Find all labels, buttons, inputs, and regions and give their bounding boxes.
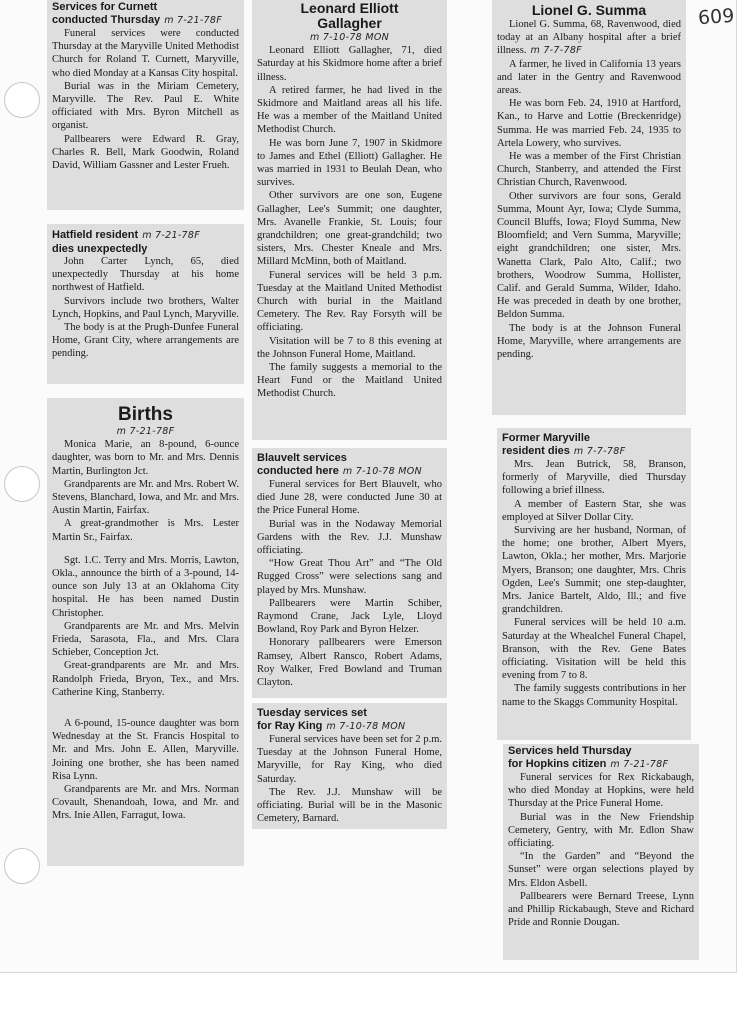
- paragraph: Honorary pallbearers were Emerson Ramsey, Albert Ransco, Robert Adams, Roy Walker, Fred Bowland and Truman Clayton.: [257, 637, 442, 689]
- headline: Leonard Elliott: [300, 0, 399, 16]
- paragraph: Funeral services for Bert Blauvelt, who died June 28, were conducted June 30 at the Price Funeral Home.: [257, 479, 442, 517]
- paragraph: Leonard Elliott Gallagher, 71, died Saturday at his Skidmore home after a brief illness.: [257, 45, 442, 83]
- clipping-curnett: [47, 0, 244, 210]
- clipping-blauvelt: [252, 448, 447, 698]
- paragraph: Lionel G. Summa, 68, Ravenwood, died today at an Albany hospital after a brief illness. m 7-7-78F: [497, 19, 681, 57]
- headline: Services for Curnett: [52, 1, 158, 13]
- headline: Former Maryville: [502, 432, 591, 444]
- binder-hole: [4, 82, 40, 118]
- paragraph: John Carter Lynch, 65, died unexpectedly Thursday at his home northwest of Hatfield.: [52, 256, 239, 294]
- paragraph: Burial was in the Miriam Cemetery, Maryville. The Rev. Paul E. White officiated with Mrs. Byron Mitchell as organist.: [52, 80, 239, 132]
- handwritten-note: m 7-10-78 MON: [342, 465, 422, 477]
- paragraph: The family suggests contributions in her name to the Skaggs Community Hospital.: [502, 683, 686, 708]
- paragraph: Burial was in the Nodaway Memorial Gardens with the Rev. J.J. Munshaw officiating.: [257, 518, 442, 557]
- paragraph: Funeral services for Rex Rickabaugh, who died Monday at Hopkins, were held Thursday at the Price Funeral Home.: [508, 772, 694, 810]
- paragraph: Mrs. Jean Butrick, 58, Branson, formerly of Maryville, died Thursday following a brief illness.: [502, 459, 686, 497]
- paragraph: The family suggests a memorial to the Heart Fund or the Maitland United Methodist Church.: [257, 362, 442, 400]
- handwritten-note: m 7-21-78F: [116, 426, 175, 437]
- paragraph: Monica Marie, an 8-pound, 6-ounce daughter, was born to Mr. and Mrs. Dennis Martin, Burlington Jct.: [52, 439, 239, 477]
- paragraph: Funeral services have been set for 2 p.m. Tuesday at the Johnson Funeral Home, Maryville, for Ray King, who died Saturday.: [257, 734, 442, 785]
- paragraph: Great-grandparents are Mr. and Mrs. Randolph Frieda, Bryon, Tex., and Mrs. Catherine King, Stanberry.: [52, 660, 239, 698]
- paragraph: Sgt. 1.C. Terry and Mrs. Morris, Lawton, Okla., announce the birth of a 3-pound, 14-ounce son July 13 at an Oklahoma City hospital. He has been named Dustin Christopher.: [52, 554, 239, 619]
- paragraph: Funeral services will be held 3 p.m. Tuesday at the Maitland United Methodist Church with burial in the Maitland Cemetery. The Rev. Ray Forsyth will be officiating.: [257, 269, 442, 334]
- handwritten-note: m 7-21-78F: [164, 14, 223, 26]
- paragraph: A 6-pound, 15-ounce daughter was born Wednesday at the St. Francis Hospital to Mr. and Mrs. John E. Allen, Maryville. Joining one brother, she has been named Risa Lynn.: [52, 718, 239, 782]
- births-title: Births: [118, 404, 173, 425]
- handwritten-note: m 7-7-78F: [530, 45, 582, 57]
- handwritten-note: m 7-10-78 MON: [309, 32, 390, 43]
- page-number: 609: [697, 4, 735, 30]
- headline: conducted Thursday m 7-21-78F: [52, 13, 223, 26]
- headline: dies unexpectedly: [52, 242, 148, 255]
- clipping-gallagher: [252, 0, 447, 440]
- headline: resident dies m 7-7-78F: [502, 444, 626, 457]
- handwritten-note: m 7-10-78 MON: [326, 720, 406, 732]
- headline: Lionel G. Summa: [531, 2, 647, 18]
- headline: Tuesday services set: [257, 707, 367, 719]
- paragraph: Pallbearers were Bernard Treese, Lynn and Phillip Rickabaugh, Steve and Richard Pride and Ronnie Dougan.: [508, 890, 694, 929]
- headline: for Hopkins citizen m 7-21-78F: [508, 757, 669, 770]
- paragraph: Pallbearers were Edward R. Gray, Charles R. Bell, Mark Goodwin, Roland David, William Gassner and Lester Frueh.: [52, 133, 239, 172]
- headline: for Ray King m 7-10-78 MON: [257, 719, 406, 732]
- paragraph: Survivors include two brothers, Walter Lynch, Hopkins, and Paul Lynch, Maryville.: [52, 295, 239, 320]
- headline: Hatfield resident m 7-21-78F: [52, 229, 201, 241]
- paragraph: Pallbearers were Martin Schiber, Raymond Crane, Jack Lyle, Lloyd Bowland, Roy Park and Byron Helzer.: [257, 597, 442, 636]
- binder-hole: [4, 848, 40, 884]
- headline: conducted here m 7-10-78 MON: [257, 464, 422, 477]
- paragraph: Burial was in the New Friendship Cemetery, Gentry, with Mr. Edlon Shaw officiating.: [508, 811, 694, 850]
- paragraph: He was a member of the First Christian Church, Stanberry, and attended the First Christian Church, Ravenwood.: [497, 151, 681, 189]
- clipping-lynch: [47, 224, 244, 384]
- handwritten-note: m 7-7-78F: [573, 445, 626, 457]
- paragraph: Grandparents are Mr. and Mrs. Robert W. Stevens, Blanchard, Iowa, and Mr. and Mrs. Austin Martin, Fairfax.: [52, 478, 239, 517]
- paragraph: “How Great Thou Art” and “The Old Rugged Cross” were selections sang and played by Mrs. Munshaw.: [257, 558, 442, 596]
- clipping-butrick: [497, 428, 691, 740]
- clipping-births: [47, 398, 244, 866]
- paragraph: A retired farmer, he had lived in the Skidmore and Maitland areas all his life. He was a member of the Maitland United Methodist Church.: [257, 84, 442, 136]
- clipping-king: [252, 703, 447, 829]
- paragraph: Visitation will be 7 to 8 this evening at the Johnson Funeral Home, Maitland.: [257, 335, 442, 360]
- headline: Blauvelt services: [257, 452, 347, 464]
- paragraph: He was born June 7, 1907 in Skidmore to James and Ethel (Elliott) Gallagher. He was married in 1931 to Beulah Dean, who survives.: [257, 137, 442, 189]
- paragraph: A member of Eastern Star, she was employed at Silver Dollar City.: [502, 498, 686, 523]
- paragraph: Other survivors are four sons, Gerald Summa, Mount Ayr, Iowa; Clyde Summa, Council Bluffs, Iowa; Floyd Summa, New Bloomfield; and Vern Summa, Maryville; eight grandchildren; one sister, Mrs. Wanetta Clark, Palo Alto, Calif.; two brothers, Woodrow Summa, Hollister, Calif. and Gerald Summa, Wilder, Idaho. He was preceded in death by one brother, Beldon Summa.: [497, 190, 681, 321]
- paragraph: Other survivors are one son, Eugene Gallagher, Lee's Summit; one daughter, Mrs. Avanelle Frankie, St. Louis; four grandchildren; one great-grandchild; two sisters, Mrs. Chester Kneale and Mrs. Millard McMinn, both of Maitland.: [257, 190, 442, 268]
- binder-hole: [4, 466, 40, 502]
- headline: Services held Thursday: [508, 745, 632, 757]
- handwritten-note: m 7-21-78F: [610, 758, 669, 770]
- paragraph: A great-grandmother is Mrs. Lester Martin Sr., Fairfax.: [52, 518, 239, 543]
- paragraph: Grandparents are Mr. and Mrs. Melvin Frieda, Sarasota, Fla., and Mrs. Clara Schieber, Conception Jct.: [52, 620, 239, 659]
- clipping-rickabaugh: [503, 744, 699, 960]
- paragraph: The Rev. J.J. Munshaw will be officiating. Burial will be in the Masonic Cemetery, Barnard.: [257, 786, 442, 825]
- paragraph: “In the Garden” and “Beyond the Sunset” were organ selections played by Mrs. Eldon Asbell.: [508, 851, 694, 889]
- paragraph: Funeral services will be held 10 a.m. Saturday at the Whealchel Funeral Chapel, Branson, with the Rev. Gene Bates officiating. Visitation will be held this evening from 7 to 8.: [502, 617, 686, 682]
- paragraph: Funeral services were conducted Thursday at the Maryville United Methodist Church for Roland T. Curnett, Maryville, who died Monday at a Kansas City hospital.: [52, 28, 239, 79]
- paragraph: The body is at the Prugh-Dunfee Funeral Home, Grant City, where arrangements are pending.: [52, 322, 239, 360]
- clipping-summa: [492, 0, 686, 415]
- headline: Gallagher: [317, 15, 382, 31]
- paragraph: He was born Feb. 24, 1910 at Hartford, Kan., to Harve and Lottie (Breckenridge) Summa. He was married Feb. 24, 1935 to Artela Lowery, who survives.: [497, 98, 681, 149]
- handwritten-note: m 7-21-78F: [142, 230, 201, 241]
- paragraph: The body is at the Johnson Funeral Home, Maryville, where arrangements are pending.: [497, 322, 681, 361]
- paragraph: A farmer, he lived in California 13 years and later in the Gentry and Ravenwood areas.: [497, 58, 681, 97]
- paragraph: Surviving are her husband, Norman, of the home; one brother, Albert Myers, Lawton, Okla.; her mother, Mrs. Marjorie Myers, Branson; one daughter, Mrs. Chris Ogden, Lee's Summit; one step-daughter, Mrs. Janice Bartelt, Aldo, Ill.; and five grandchildren.: [502, 525, 686, 616]
- paragraph: Grandparents are Mr. and Mrs. Norman Covault, Shenandoah, Iowa, and Mr. and Mrs. Inie Allen, Farragut, Iowa.: [52, 784, 239, 822]
